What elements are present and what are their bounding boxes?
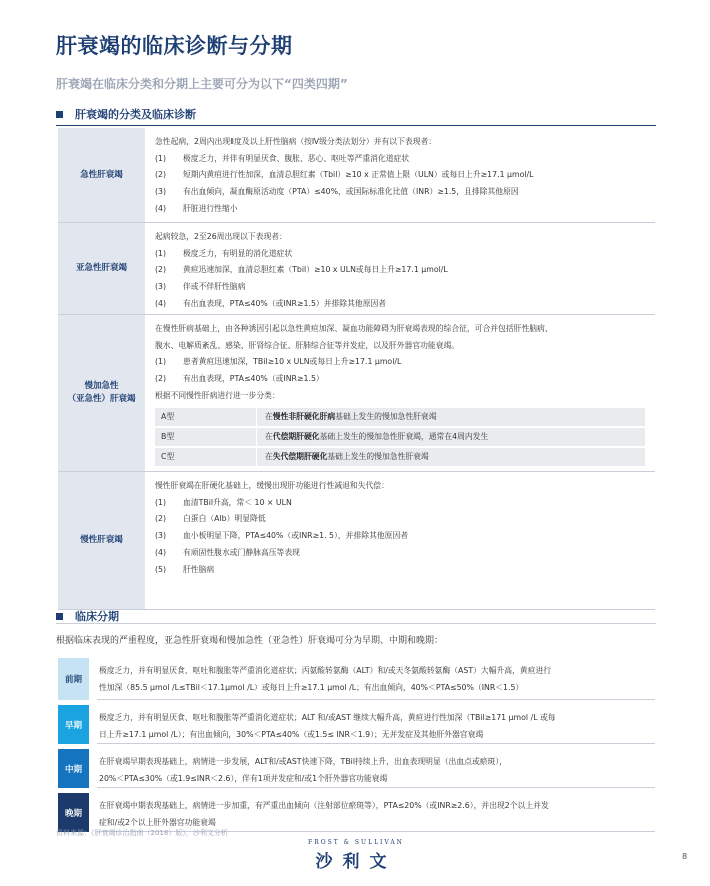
stage-line: 在肝衰竭早期表现基础上，病情进一步发展，ALT和/或AST快速下降，TBil持续上升，出血表现明显（出血点或瘀斑）， [99, 757, 508, 766]
stage-line: 日上升≥17.1 μmol /L）；有出血倾向，30%＜PTA≤40%（或1.5≤ INR＜1.9）；无并发症及其他肝外器官衰竭 [99, 730, 484, 739]
criteria-line [155, 387, 649, 404]
classification-row [58, 128, 655, 223]
criteria-number: (1) [155, 153, 167, 163]
criteria-text: 起病较急，2至26周出现以下表现者： [155, 231, 287, 241]
criteria-text: 极度乏力，有明显的消化道症状 [183, 248, 293, 258]
section-heading-classification [56, 106, 196, 122]
criteria-line [155, 527, 649, 544]
criteria-line [155, 167, 649, 184]
classification-label [58, 315, 145, 471]
criteria-line [155, 337, 649, 354]
stage-description [97, 793, 655, 832]
classification-label-line: （亚急性）肝衰竭 [67, 394, 136, 404]
subtype-text: 基础上发生的慢加急性肝衰竭，通常在4周内发生 [319, 432, 489, 442]
criteria-text: 患者黄疸迅速加深，TBil≥10 x ULN或每日上升≥17.1 μmol/L [183, 357, 402, 367]
section-divider [56, 623, 656, 624]
subtype-text: 在 [265, 452, 273, 462]
section-divider [56, 125, 656, 126]
criteria-text: 有出血表现，PTA≤40%（或INR≥1.5）并排除其他原因者 [183, 299, 387, 309]
criteria-line [155, 494, 649, 511]
classification-content [145, 128, 655, 222]
classification-content [145, 223, 655, 314]
classification-content [145, 315, 655, 471]
criteria-line [155, 511, 649, 528]
stage-line: 性加深（85.5 μmol /L≤TBil＜17.1μmol /L）或每日上升≥17.1 μmol /L；有出血倾向，40%＜PTA≤50%（INR＜1.5） [99, 683, 524, 692]
criteria-number: (1) [155, 248, 167, 258]
stage-label: 晚期 [58, 793, 89, 832]
classification-label-line: 急性肝衰竭 [80, 169, 123, 180]
classification-label [58, 223, 145, 314]
criteria-text: 短期内黄疸进行性加深，血清总胆红素（Tbil）≥10 x 正常值上限（ULN）或每日上升≥17.1 μmol/L [183, 170, 534, 180]
subtype-table [155, 408, 645, 466]
classification-row [58, 315, 655, 472]
stage-label: 早期 [58, 705, 89, 744]
classification-content [145, 472, 655, 609]
criteria-line [155, 370, 649, 387]
stage-description [97, 658, 655, 700]
stage-line: 在肝衰竭中期表现基础上，病情进一步加重，有严重出血倾向（注射部位瘀斑等），PTA≤20%（或INR≥2.6），并出现2个以上并发 [99, 801, 549, 810]
criteria-line [155, 262, 649, 279]
section-title: 肝衰竭的分类及临床诊断 [75, 108, 196, 121]
subtype-text: 在 [265, 432, 273, 442]
subtype-name: A型 [155, 408, 257, 426]
criteria-line [155, 183, 649, 200]
stage-description [97, 705, 655, 744]
criteria-text: 有出血倾向，凝血酶原活动度（PTA）≤40%，或国际标准化比值（INR）≥1.5，且排除其他原因 [183, 187, 519, 197]
criteria-line [155, 320, 649, 337]
criteria-number: (2) [155, 265, 167, 275]
stage-label: 前期 [58, 658, 89, 700]
criteria-line [155, 245, 649, 262]
subtype-text: 基础上发生的慢加急性肝衰竭 [335, 412, 437, 422]
criteria-line [155, 200, 649, 217]
criteria-number: (2) [155, 514, 167, 524]
criteria-text: 急性起病，2周内出现Ⅱ度及以上肝性脑病（按Ⅳ级分类法划分）并有以下表现者： [155, 136, 437, 146]
criteria-line [155, 354, 649, 371]
criteria-text: 慢性肝衰竭在肝硬化基础上，缓慢出现肝功能进行性减退和失代偿： [155, 480, 389, 490]
square-bullet-icon [56, 613, 63, 620]
subtype-text: 基础上发生的慢加急性肝衰竭 [327, 452, 429, 462]
criteria-text: 血清TBil升高，常＜ 10 × ULN [183, 497, 292, 507]
page-subtitle: 肝衰竭在临床分类和分期上主要可分为以下“四类四期” [56, 77, 348, 91]
staging-list [58, 658, 655, 837]
page-title: 肝衰竭的临床诊断与分期 [56, 34, 293, 58]
stage-row [58, 749, 655, 788]
criteria-number: (3) [155, 531, 167, 541]
classification-label-line: 慢性肝衰竭 [80, 535, 123, 546]
stage-row [58, 705, 655, 744]
subtype-name: B型 [155, 428, 257, 446]
criteria-text: 有顽固性腹水或门静脉高压等表现 [183, 548, 300, 558]
page-number: 8 [682, 852, 688, 861]
criteria-number: (2) [155, 170, 167, 180]
criteria-text: 有出血表现，PTA≤40%（或INR≥1.5） [183, 374, 324, 384]
subtype-description [257, 411, 437, 422]
criteria-text: 肝性脑病 [183, 564, 215, 574]
subtype-name: C型 [155, 448, 257, 466]
section-title: 临床分期 [75, 610, 119, 623]
classification-label [58, 472, 145, 609]
classification-table [58, 128, 655, 610]
subtype-description [257, 451, 429, 462]
stage-row [58, 658, 655, 700]
frost-sullivan-logo [300, 839, 412, 872]
criteria-number: (3) [155, 187, 167, 197]
criteria-text: 血小板明显下降，PTA≤40%（或INR≥1. 5），并排除其他原因者 [183, 531, 409, 541]
criteria-number: (4) [155, 204, 167, 214]
criteria-text: 伴或不伴肝性脑病 [183, 282, 246, 292]
criteria-text: 肝脏进行性缩小 [183, 204, 238, 214]
stage-description [97, 749, 655, 788]
criteria-line [155, 295, 649, 312]
stage-line: 症和/或2个以上肝外器官功能衰竭 [99, 818, 216, 827]
criteria-line [155, 477, 649, 494]
criteria-number: (3) [155, 282, 167, 292]
stage-row [58, 793, 655, 832]
classification-row [58, 472, 655, 610]
criteria-line [155, 150, 649, 167]
stage-label: 中期 [58, 749, 89, 788]
criteria-line [155, 228, 649, 245]
square-bullet-icon [56, 111, 63, 118]
criteria-line [155, 544, 649, 561]
criteria-number: (1) [155, 357, 167, 367]
criteria-line [155, 278, 649, 295]
criteria-number: (5) [155, 564, 167, 574]
criteria-line [155, 561, 649, 578]
criteria-number: (4) [155, 299, 167, 309]
subtype-text: 在 [265, 412, 273, 422]
logo-chinese: 沙利文 [315, 852, 397, 872]
logo-english: FROST & SULLIVAN [308, 839, 404, 846]
criteria-line [155, 133, 649, 150]
criteria-text: 黄疸迅速加深，血清总胆红素（Tbil）≥10 x ULN或每日上升≥17.1 μmol/L [183, 265, 448, 275]
subtype-row [155, 428, 645, 446]
criteria-text: 极度乏力，并伴有明显厌食、腹胀、恶心、呕吐等严重消化道症状 [183, 153, 410, 163]
stage-line: 极度乏力，并有明显厌食、呕吐和腹胀等严重消化道症状；丙氨酸转氨酶（ALT）和/或天冬氨酸转氨酶（AST）大幅升高，黄疸进行 [99, 666, 552, 675]
classification-label [58, 128, 145, 222]
criteria-number: (1) [155, 497, 167, 507]
subtype-emphasis: 失代偿期肝硬化 [272, 452, 328, 462]
classification-label-line: 亚急性肝衰竭 [75, 263, 127, 274]
classification-label-line: 慢加急性 [84, 381, 119, 392]
criteria-number: (4) [155, 548, 167, 558]
criteria-text: 在慢性肝病基础上，由各种诱因引起以急性黄疸加深、凝血功能障碍为肝衰竭表现的综合征，可合并包括肝性脑病、 [155, 323, 553, 333]
subtype-emphasis: 代偿期肝硬化 [272, 432, 320, 442]
criteria-number: (2) [155, 374, 167, 384]
stage-line: 极度乏力，并有明显厌食、呕吐和腹胀等严重消化道症状；ALT 和/或AST 继续大幅升高，黄疸进行性加深（TBil≥171 μmol /L 或每 [99, 713, 556, 722]
subtype-description [257, 431, 488, 442]
section-heading-staging [56, 608, 119, 624]
criteria-text: 腹水、电解质紊乱、感染、肝肾综合征、肝肺综合征等并发症，以及肝外器官功能衰竭。 [155, 340, 460, 350]
staging-intro: 根据临床表现的严重程度，亚急性肝衰竭和慢加急性（亚急性）肝衰竭可分为早期、中期和晚期： [56, 636, 444, 646]
source-note: 资料来源：《肝衰竭诊治指南（2018）版》，沙利文分析 [56, 829, 228, 837]
criteria-text: 白蛋白（Alb）明显降低 [183, 514, 266, 524]
classification-row [58, 223, 655, 315]
stage-line: 20%＜PTA≤30%（或1.9≤INR＜2.6），伴有1项并发症和/或1个肝外器官功能衰竭 [99, 774, 388, 783]
subtype-row [155, 408, 645, 426]
subtype-emphasis: 慢性非肝硬化肝病 [272, 412, 336, 422]
criteria-text: 根据不同慢性肝病进行进一步分类： [155, 391, 280, 401]
subtype-row [155, 448, 645, 466]
